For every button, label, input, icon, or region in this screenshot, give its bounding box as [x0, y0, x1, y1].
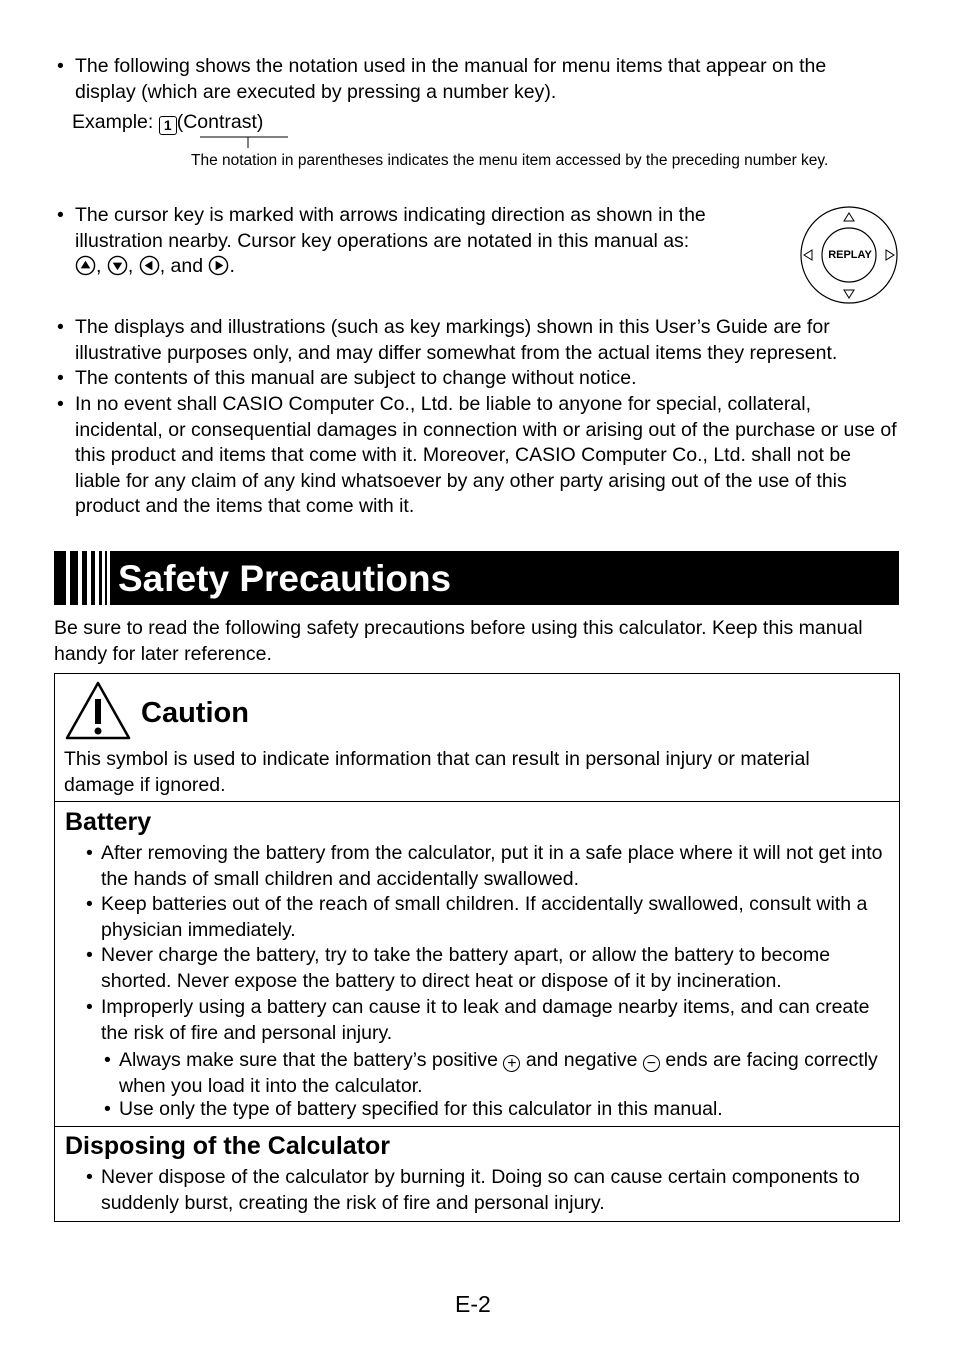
caution-title: Caution [141, 697, 249, 729]
intro-bullet-notation-text: The following shows the notation used in the manual for menu items that appear on the display (which are executed by pressing a number key). [75, 55, 827, 103]
safety-precautions-banner [54, 551, 899, 605]
intro-bullet-illustrations: • The displays and illustrations (such as key markings) shown in this User’s Guide are for illustrative purposes only, and may differ somewhat from the actual items they represent. [57, 315, 897, 366]
battery-item-text: Keep batteries out of the reach of small children. If accidentally swallowed, consult with a physician immediately. [101, 893, 868, 941]
battery-heading: Battery [65, 808, 152, 836]
notation-bracket [200, 136, 292, 150]
cursor-up-key-icon [75, 255, 96, 276]
caution-box [54, 673, 900, 1222]
divider [55, 801, 899, 802]
number-key-1: 1 [159, 116, 177, 135]
cursor-left-key-icon [139, 255, 160, 276]
battery-item: • Never charge the battery, try to take the battery apart, or allow the battery to become shorted. Never expose the battery to direct heat or dispose of it by incineration. [86, 943, 886, 994]
caution-text: This symbol is used to indicate information that can result in personal injury or material damage if ignored. [64, 748, 810, 796]
safety-precautions-title: Safety Precautions [118, 558, 452, 599]
intro-bullet-changes-text: The contents of this manual are subject to change without notice. [75, 367, 637, 389]
warning-triangle-icon [64, 680, 132, 740]
replay-label: REPLAY [828, 249, 872, 261]
battery-item-text: Improperly using a battery can cause it to leak and damage nearby items, and can create the risk of fire and personal injury. [101, 996, 870, 1044]
battery-item: • After removing the battery from the calculator, put it in a safe place where it will not get into the hands of small children and accidentally swallowed. [86, 841, 886, 892]
intro-bullet-illustrations-text: The displays and illustrations (such as key markings) shown in this User’s Guide are for illustrative purposes only, and may differ somewhat from the actual items they represent. [75, 316, 838, 364]
disposing-heading: Disposing of the Calculator [65, 1132, 391, 1160]
example-line [72, 110, 263, 136]
battery-sub-item: • Use only the type of battery specified for this calculator in this manual. [104, 1098, 723, 1120]
example-menu-item: (Contrast) [176, 111, 264, 133]
example-label: Example: [72, 111, 154, 133]
cursor-right-key-icon [208, 255, 229, 276]
notation-note: The notation in parentheses indicates the menu item accessed by the preceding number key. [191, 152, 829, 169]
intro-bullet-liability-text: In no event shall CASIO Computer Co., Ltd. be liable to anyone for special, collateral, incidental, or consequential damages in connection with or arising out of the purchase or use of this product and items that come with it. Moreover, CASIO Computer Co., Ltd. shall not be liable for any claim of any kind whatsoever by any other party arising out of the use of this product and the items that come with it. [75, 393, 897, 518]
intro-bullet-cursor: • The cursor key is marked with arrows indicating direction as shown in the illustration nearby. Cursor key operations are notated in this manual as: , , , and . [57, 204, 706, 278]
page-number: E-2 [455, 1291, 491, 1317]
intro-bullet-liability: • In no event shall CASIO Computer Co., Ltd. be liable to anyone for special, collateral, incidental, or consequential damages in connection with or arising out of the purchase or use of this product and items that come with it. Moreover, CASIO Computer Co., Ltd. shall not be liable for any claim of any kind whatsoever by any other party arising out of the use of this product and the items that come with it. [57, 392, 897, 520]
and-text: , and [159, 255, 204, 278]
cursor-down-key-icon [107, 255, 128, 276]
divider [55, 1126, 899, 1127]
battery-item: • Keep batteries out of the reach of small children. If accidentally swallowed, consult with a physician immediately. [86, 892, 886, 943]
intro-bullet-changes: • The contents of this manual are subject to change without notice. [57, 366, 897, 392]
battery-sub-item: • Always make sure that the battery’s positive + and negative − ends are facing correctly when you load it into the calculator. [104, 1049, 878, 1097]
safety-lead: Be sure to read the following safety precautions before using this calculator. Keep this manual handy for later reference. [54, 617, 863, 665]
disposing-item-text: Never dispose of the calculator by burning it. Doing so can cause certain components to suddenly burst, creating the risk of fire and personal injury. [101, 1166, 860, 1214]
intro-bullet-cursor-text: The cursor key is marked with arrows indicating direction as shown in the illustration nearby. Cursor key operations are notated in this manual as: [75, 204, 706, 252]
battery-item: • Improperly using a battery can cause it to leak and damage nearby items, and can create the risk of fire and personal injury. [86, 995, 886, 1046]
intro-bullet-notation: • The following shows the notation used in the manual for menu items that appear on the display (which are executed by pressing a number key). [57, 54, 887, 105]
battery-item-text: Never charge the battery, try to take the battery apart, or allow the battery to become shorted. Never expose the battery to direct heat or dispose of it by incineration. [101, 944, 831, 992]
plus-terminal-icon: + [503, 1055, 520, 1072]
minus-terminal-icon: − [643, 1055, 660, 1072]
battery-item-text: After removing the battery from the calculator, put it in a safe place where it will not get into the hands of small children and accidentally swallowed. [101, 842, 883, 890]
disposing-item: • Never dispose of the calculator by burning it. Doing so can cause certain components to suddenly burst, creating the risk of fire and personal injury. [86, 1165, 886, 1216]
